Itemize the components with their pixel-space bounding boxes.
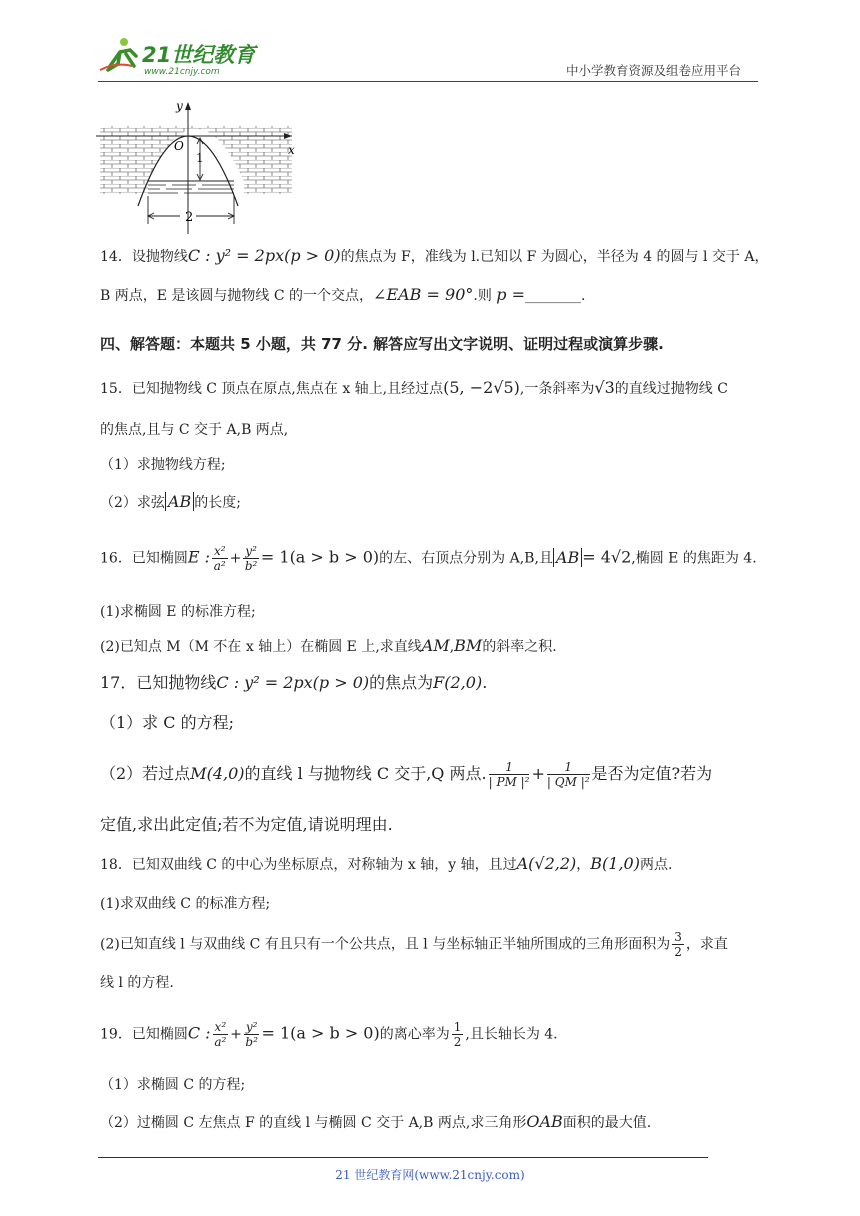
q19-text-b: 的离心率为	[379, 1026, 450, 1043]
q16-ynum: y²	[245, 544, 257, 558]
q18-point-b: B(1,0)	[590, 854, 640, 873]
q18-part2-text: (2)已知直线 l 与双曲线 C 有且只有一个公共点，且 l 与坐标轴正半轴所围成的三角形面积为	[100, 936, 671, 953]
q18-line1	[100, 854, 672, 875]
q15-line1	[100, 378, 728, 399]
q17-part2-mid: 的直线 l 与抛物线 C 交于,Q 两点.	[244, 764, 487, 783]
q19-ynum: y²	[245, 1020, 258, 1034]
q18-num: 3	[674, 930, 682, 944]
q19-den: 2	[453, 1035, 462, 1049]
logo-url: www.21cnjy.com	[144, 67, 220, 77]
header-divider	[98, 81, 758, 82]
q17-part2: （2）若过点M(4,0)的直线 l 与抛物线 C 交于,Q 两点. $\frac{1}{\text{| PM |²}}$ + $\frac{1}{\text{| QM |²}}$ 是否为定值?若为	[100, 760, 713, 789]
q16-part2-text: (2)已知点 M（M 不在 x 轴上）在椭圆 E 上,求直线	[100, 639, 422, 655]
q14-text-b: 的焦点为 F，准线为 l.已知以 F 为圆心，半径为 4 的圆与 l 交于 A，	[340, 249, 769, 265]
q16-yden: b²	[244, 559, 258, 573]
q16-part1: (1)求椭圆 E 的标准方程;	[100, 604, 256, 620]
footer-divider	[98, 1157, 708, 1158]
q19-frac-x	[213, 1020, 229, 1049]
q19-text-c: ,且长轴长为 4.	[465, 1026, 558, 1043]
q16-part2-tail: 的斜率之积.	[482, 639, 557, 655]
q18-frac	[672, 930, 684, 959]
q17-text: 17．已知抛物线	[100, 673, 217, 692]
q15-part2	[100, 492, 241, 513]
site-logo	[96, 36, 266, 80]
q16-ab-value: = 4√2	[582, 547, 632, 567]
q18-text-b: 两点.	[639, 857, 673, 873]
water-area	[148, 181, 234, 193]
q19-part1: （1）求椭圆 C 的方程;	[100, 1077, 246, 1093]
q17-point-m: M(4,0)	[190, 764, 245, 783]
q19-part2	[100, 1112, 651, 1133]
q15-text-c: 的直线过抛物线 C	[614, 381, 728, 397]
q19-oab: OAB	[526, 1112, 563, 1131]
q16-xden: a²	[213, 559, 226, 573]
q16-text-b: 的左、右顶点分别为 A,B,且	[379, 550, 553, 567]
q17-frac-pm	[489, 760, 530, 789]
tunnel-figure	[96, 96, 306, 236]
q17-num1: 1	[489, 760, 530, 775]
q17-text-c: .	[482, 673, 488, 692]
width-label: 2	[185, 210, 194, 225]
q17-part2-tail: 是否为定值?若为	[591, 764, 713, 783]
q14-line2	[100, 285, 585, 306]
footer-link[interactable]: 21 世纪教育网(www.21cnjy.com)	[335, 1168, 525, 1182]
q14-angle: ∠EAB = 90°	[373, 285, 474, 304]
q16-am: AM	[421, 636, 450, 655]
x-axis-label: x	[288, 143, 295, 157]
q18-part1: (1)求双曲线 C 的标准方程;	[100, 896, 271, 912]
q19-part2-tail: 面积的最大值.	[562, 1115, 652, 1131]
q17-line4: 定值,求出此定值;若不为定值,请说明理由.	[100, 815, 393, 834]
q18-part2-tail: ，求直	[685, 936, 728, 953]
q17-pm: | PM |²	[488, 775, 530, 789]
q17-part2-text: （2）若过点	[100, 764, 191, 783]
q16-text: 16．已知椭圆	[100, 550, 188, 567]
origin-label: O	[174, 139, 184, 153]
q19-frac-y	[244, 1020, 260, 1049]
q19-line1: 19．已知椭圆C : $\frac{\text{x²}}{\text{a²}}$ + $\frac{\text{y²}}{\text{b²}}$ = 1(a > b > 0)的离心率为 $\frac{1}{2}$ ,且长轴长为 4.	[100, 1020, 558, 1049]
q16-line1: 16．已知椭圆E : $\frac{\text{x²}}{\text{a²}}$ + $\frac{\text{y²}}{\text{b²}}$ = 1(a > b > 0)的左、右顶点分别为 A,B,且 AB = 4√2,椭圆 E 的焦距为 4.	[100, 544, 757, 573]
q14-text2: B 两点，E 是该圆与抛物线 C 的一个交点，	[100, 288, 374, 304]
q14-text: 14．设抛物线	[100, 249, 188, 265]
q18-line4: 线 l 的方程.	[100, 975, 174, 991]
q17-num2: 1	[547, 760, 590, 775]
q16-eq-tail: = 1(a > b > 0)	[260, 547, 380, 567]
q17-frac-qm	[547, 760, 590, 789]
q17-part1: （1）求 C 的方程;	[100, 713, 234, 732]
q19-part2-text: （2）过椭圆 C 左焦点 F 的直线 l 与椭圆 C 交于 A,B 两点,求三角形	[100, 1115, 527, 1131]
q16-frac-x	[212, 544, 228, 573]
q15-part2-tail: 的长度;	[194, 495, 241, 511]
q18-sep: ，	[576, 857, 591, 873]
section-heading: 四、解答题：本题共 5 小题，共 77 分. 解答应写出文字说明、证明过程或演算步骤.	[100, 335, 664, 353]
q14-blank: ________.	[525, 288, 586, 304]
q15-point: (5, −2√5)	[443, 378, 520, 397]
q16-frac-y	[243, 544, 259, 573]
q16-eq-label: E :	[187, 547, 210, 567]
q19-eq-tail: = 1(a > b > 0)	[261, 1023, 380, 1043]
logo-text: 21世纪教育	[142, 43, 256, 67]
q17-focus: F(2,0)	[433, 673, 483, 692]
q19-num: 1	[453, 1020, 462, 1034]
q15-part2-text: （2）求弦	[100, 495, 165, 511]
q16-part2: (2)已知点 M（M 不在 x 轴上）在椭圆 E 上,求直线AM,BM的斜率之积.	[100, 636, 557, 655]
q16-xnum: x²	[213, 544, 226, 558]
q15-text: 15．已知抛物线 C 顶点在原点,焦点在 x 轴上,且经过点	[100, 381, 444, 397]
q15-part1: （1）求抛物线方程;	[100, 457, 226, 473]
y-axis-label: y	[176, 99, 183, 113]
q15-text-b: ,一条斜率为	[519, 381, 595, 397]
q19-xden: a²	[214, 1035, 227, 1049]
q17-line1	[100, 673, 487, 693]
q15-ab: AB	[165, 492, 194, 511]
q18-den: 2	[674, 945, 682, 959]
platform-title: 中小学教育资源及组卷应用平台	[566, 63, 742, 78]
q18-text: 18．已知双曲线 C 的中心为坐标原点，对称轴为 x 轴，y 轴，且过	[100, 857, 517, 873]
q17-eq: C : y² = 2px(p > 0)	[216, 673, 370, 692]
q17-text-b: 的焦点为	[369, 673, 434, 692]
q14-p: p =	[496, 285, 526, 304]
q16-text-c: ,椭圆 E 的焦距为 4.	[631, 550, 757, 567]
q17-qm: | QM |²	[546, 775, 590, 789]
q16-ab: AB	[553, 548, 582, 567]
q15-line2: 的焦点,且与 C 交于 A,B 两点,	[100, 422, 289, 438]
q14-eq: C : y² = 2px(p > 0)	[187, 246, 341, 265]
q19-xnum: x²	[214, 1020, 227, 1034]
q19-frac-e	[452, 1020, 464, 1049]
q15-slope: √3	[594, 378, 615, 397]
q19-eq-label: C :	[187, 1023, 211, 1043]
y-axis-arrow-icon	[185, 102, 191, 110]
q18-point-a: A(√2,2)	[516, 854, 577, 873]
q18-part2	[100, 930, 728, 959]
runner-icon	[100, 38, 136, 70]
q16-bm: BM	[454, 636, 483, 655]
q19-text: 19．已知椭圆	[100, 1026, 188, 1043]
depth-label: 1	[196, 151, 204, 165]
q14-text2b: .则	[473, 288, 492, 304]
q19-yden: b²	[245, 1035, 258, 1049]
q14-line1	[100, 246, 769, 267]
